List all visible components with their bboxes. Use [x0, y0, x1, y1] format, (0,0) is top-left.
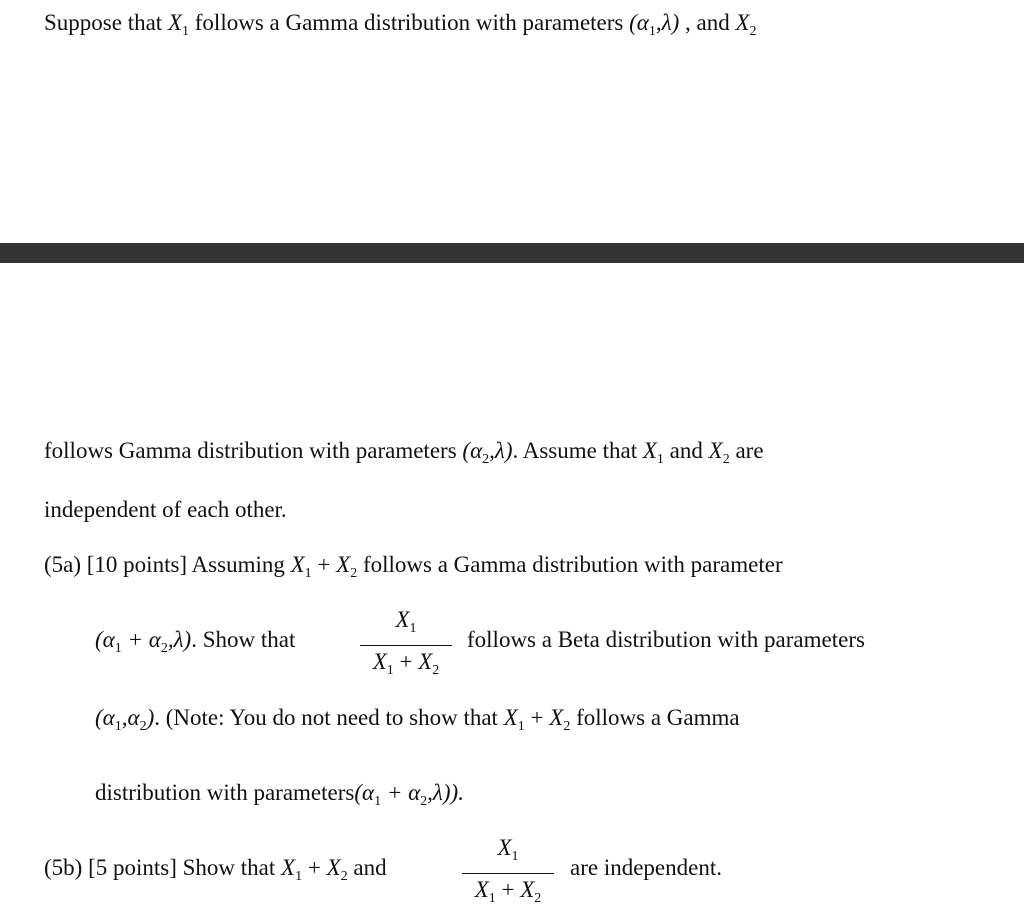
part-5a-line-2: $(\alpha_1 + \alpha_2,\lambda)$. Show that — [95, 627, 296, 656]
fraction-bar — [360, 645, 452, 646]
part-5a-line-4: distribution with $parameters(\alpha_1 + \alpha_2,\lambda)$). — [95, 780, 464, 809]
fraction-bar — [462, 873, 554, 874]
fraction-denominator: $X_1 + X_2$ — [372, 649, 440, 678]
fraction-numerator: $X_1$ — [497, 835, 519, 864]
problem-line-3: independent of each other. — [44, 497, 287, 522]
problem-line-2: follows Gamma distribution with parameters $(\alpha_2,\lambda)$. Assume that $X_1$ and $X_2$ are — [44, 438, 764, 467]
part-5a-line-3: $(\alpha_1,\alpha_2)$. (Note: You do not need to show that $X_1 + X_2$ follows a Gamma — [95, 705, 740, 734]
fraction-denominator: $X_1 + X_2$ — [474, 877, 542, 906]
part-5b-line: (5b) [5 points] Show that $X_1 + X_2$ and — [44, 855, 387, 884]
part-5a-line-1: (5a) [10 points] Assuming $X_1 + X_2$ follows a Gamma distribution with parameter — [44, 552, 783, 581]
fraction-numerator: $X_1$ — [395, 607, 417, 636]
part-5a-beta-text: follows a Beta distribution with parameters — [467, 627, 865, 652]
separator-bar — [0, 243, 1024, 263]
fraction-5b — [462, 834, 554, 913]
fraction-5a — [360, 606, 452, 685]
part-5b-tail: are independent. — [570, 855, 722, 880]
problem-line-1: Suppose that $X_1$ follows a Gamma distribution with parameters $(\alpha_1,\lambda)$ , and $X_2$ — [44, 10, 757, 39]
